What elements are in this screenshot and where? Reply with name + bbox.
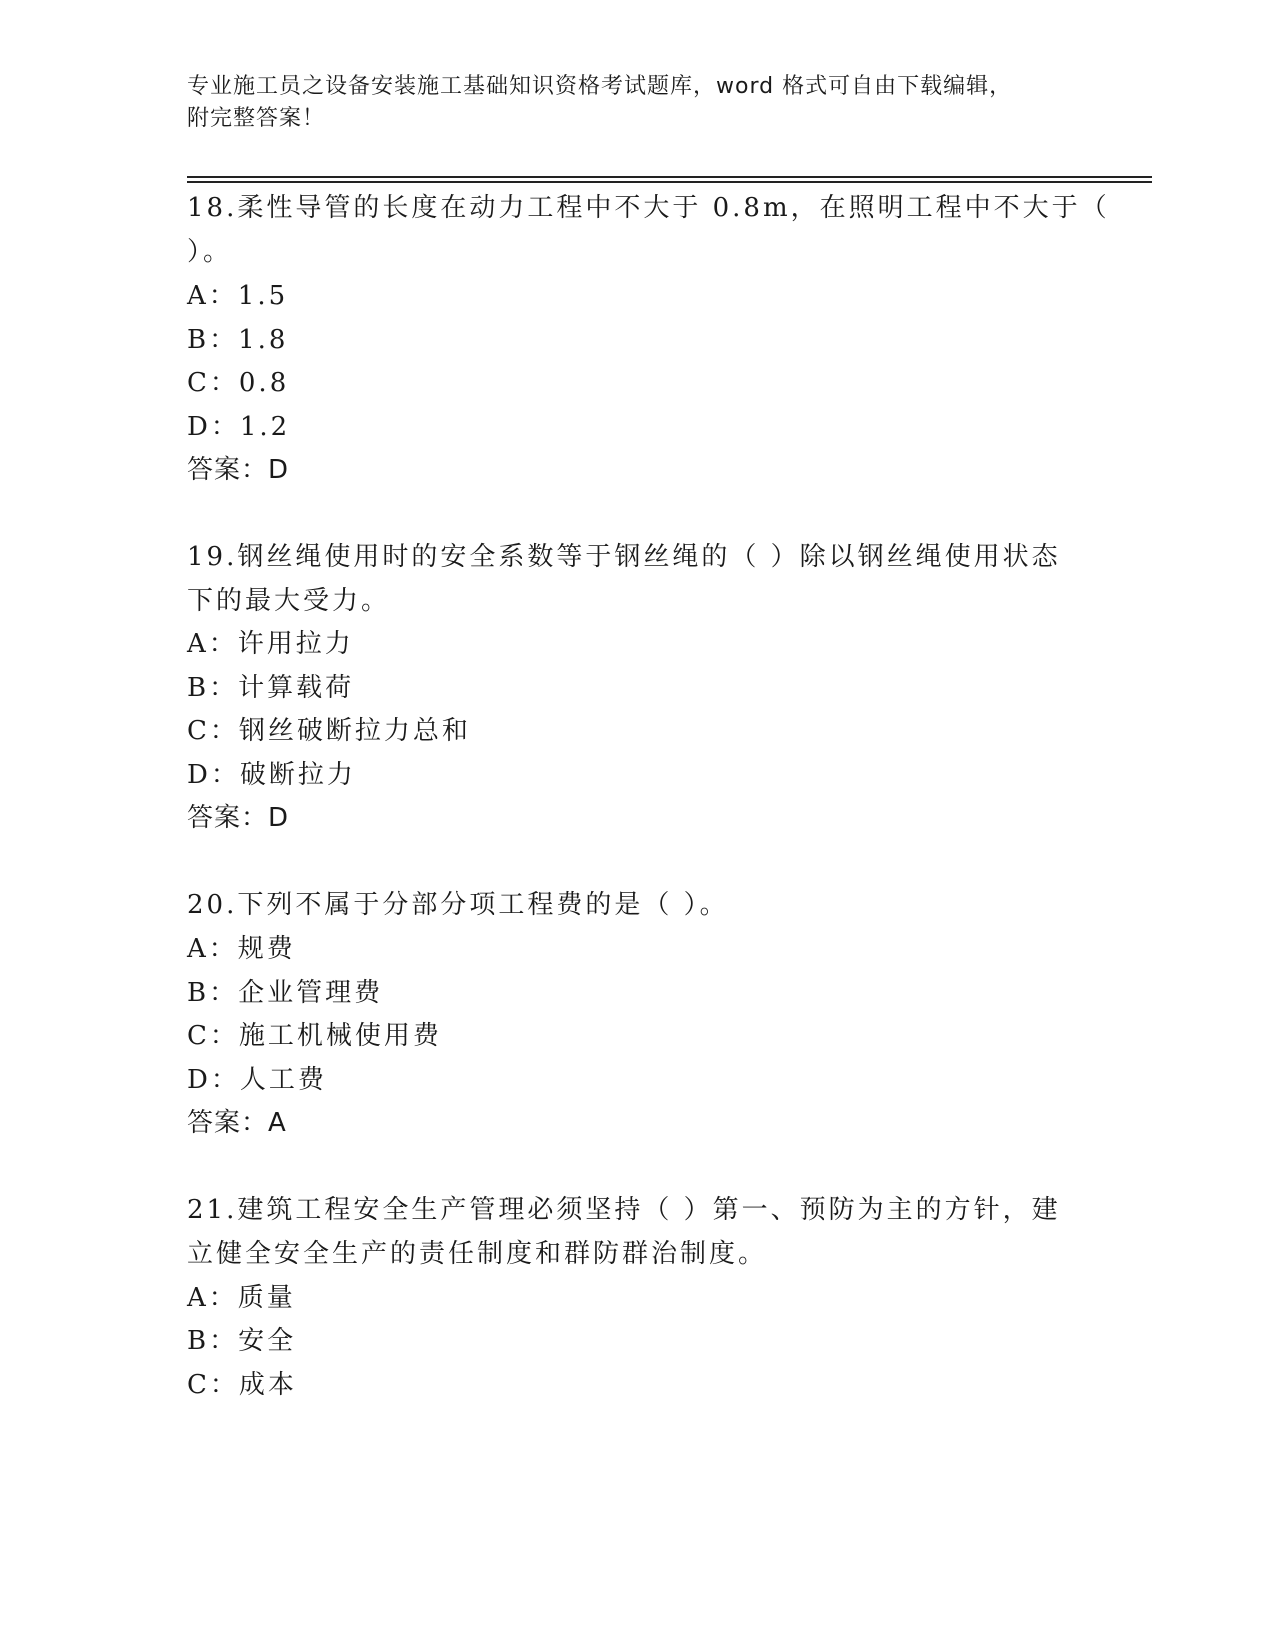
question-18-answer: 答案：D: [187, 455, 290, 485]
question-19-option-d: D：破断拉力: [187, 760, 356, 790]
question-19-option-b: B：计算载荷: [187, 673, 355, 703]
question-21-option-a: A：质量: [187, 1283, 296, 1313]
question-20-answer: 答案：A: [187, 1108, 287, 1138]
question-19-stem-line-2: 下的最大受力。: [187, 586, 391, 616]
question-20-stem-line-1: 20.下列不属于分部分项工程费的是（ ）。: [187, 890, 729, 920]
header-text-line-2: 附完整答案！: [187, 106, 326, 131]
question-21-stem-line-2: 立健全安全生产的责任制度和群防群治制度。: [187, 1239, 768, 1269]
question-18-stem-line-1: 18.柔性导管的长度在动力工程中不大于 0.8m，在照明工程中不大于（: [187, 193, 1110, 223]
question-19-answer: 答案：D: [187, 803, 290, 833]
question-21-option-c: C：成本: [187, 1370, 297, 1400]
question-18-option-b: B：1.8: [187, 325, 289, 355]
question-20-option-b: B：企业管理费: [187, 978, 384, 1008]
question-19-stem-line-1: 19.钢丝绳使用时的安全系数等于钢丝绳的（ ）除以钢丝绳使用状态: [187, 542, 1061, 572]
question-21-stem-line-1: 21.建筑工程安全生产管理必须坚持（ ）第一、预防为主的方针，建: [187, 1195, 1061, 1225]
question-20-option-a: A：规费: [187, 934, 296, 964]
question-18-stem-line-2: ）。: [187, 237, 233, 267]
question-18-option-c: C：0.8: [187, 368, 290, 398]
question-18-option-a: A：1.5: [187, 281, 289, 311]
question-19-option-a: A：许用拉力: [187, 629, 354, 659]
question-20-option-d: D：人工费: [187, 1065, 327, 1095]
header-divider-top: [187, 176, 1152, 178]
header-text-line-1: 专业施工员之设备安装施工基础知识资格考试题库，word 格式可自由下载编辑，: [187, 74, 1013, 99]
question-20-option-c: C：施工机械使用费: [187, 1021, 442, 1051]
question-19-option-c: C：钢丝破断拉力总和: [187, 716, 471, 746]
question-18-option-d: D：1.2: [187, 412, 291, 442]
header-divider-bottom: [187, 181, 1152, 183]
question-21-option-b: B：安全: [187, 1326, 297, 1356]
